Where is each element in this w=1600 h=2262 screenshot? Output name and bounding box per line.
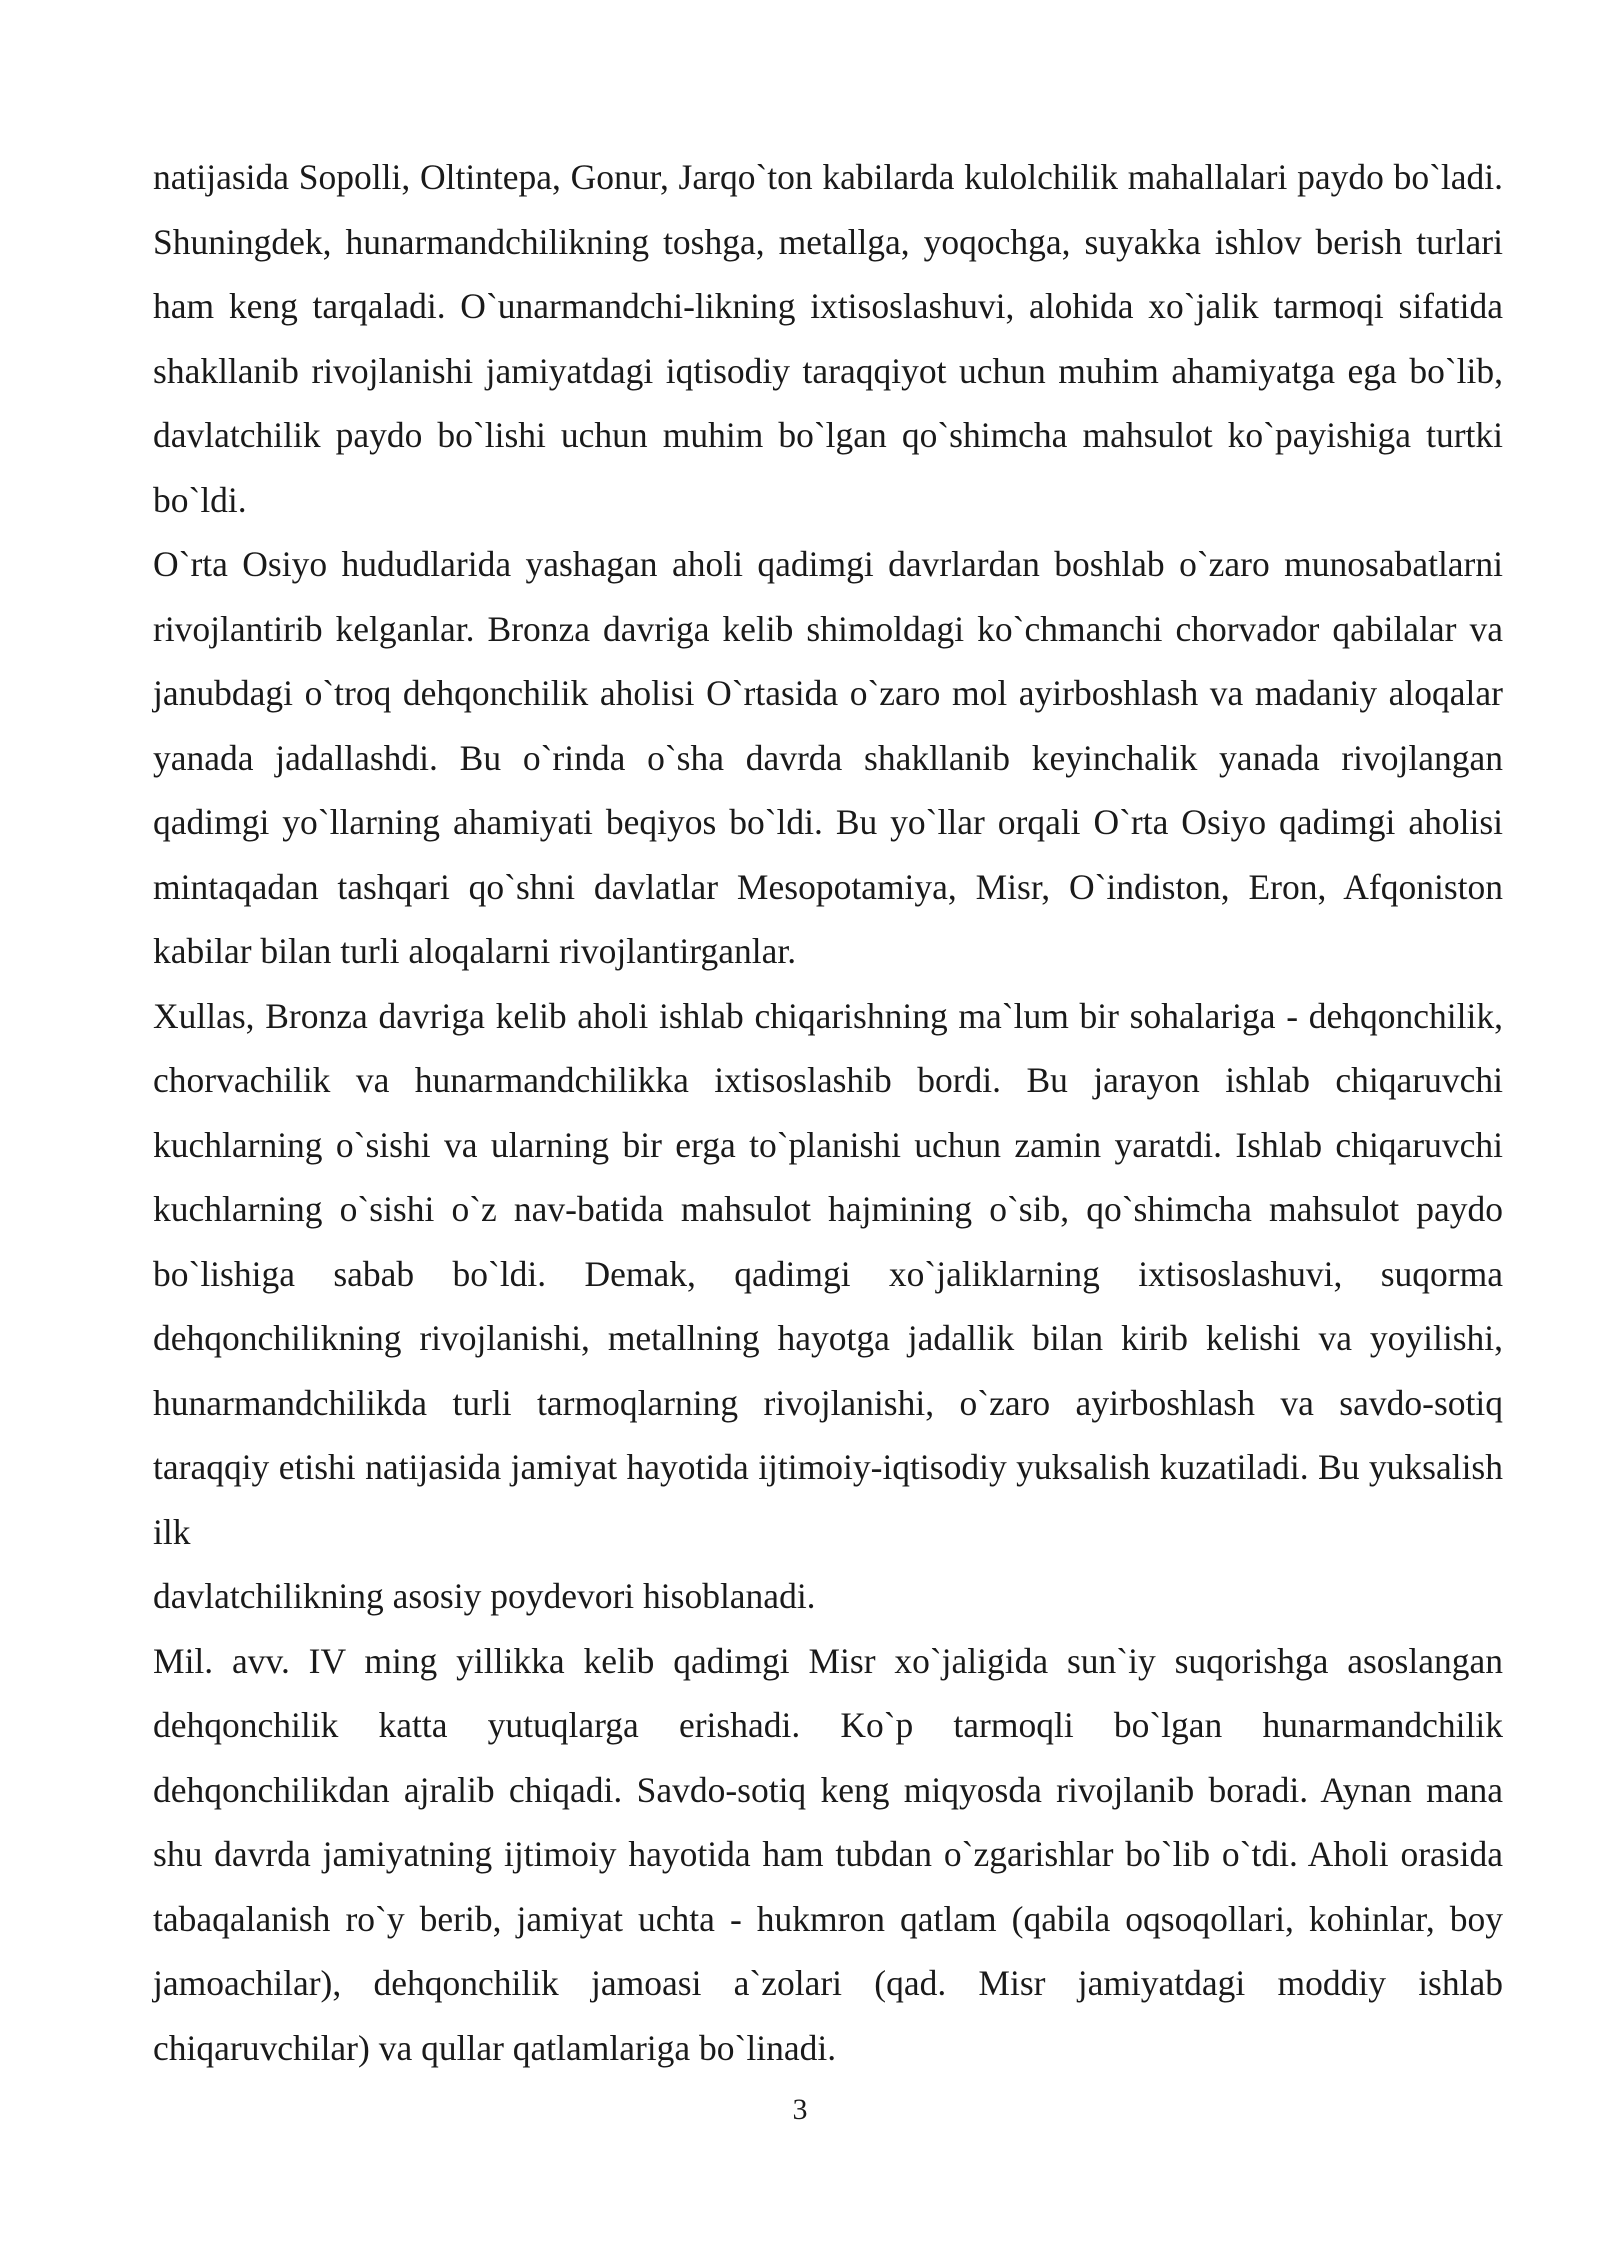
page-number: 3 (792, 2093, 808, 2126)
paragraph-2: O`rta Osiyo hududlarida yashagan aholi qadimgi davrlardan boshlab o`zaro munosabatlarni rivojlantirib kelganlar. Bronza davriga kelib shimoldagi ko`chmanchi chorvador qabilalar va janubdagi o`troq dehqonchilik aholisi O`rtasida o`zaro mol ayirboshlash va madaniy aloqalar yanada jadallashdi. Bu o`rinda o`sha davrda shakllanib keyinchalik yanada rivojlangan qadimgi yo`llarning ahamiyati beqiyos bo`ldi. Bu yo`llar orqali O`rta Osiyo qadimgi aholisi mintaqadan tashqari qo`shni davlatlar Mesopotamiya, Misr, O`indiston, Eron, Afqoniston kabilar bilan turli aloqalarni rivojlantirganlar. (153, 544, 1503, 971)
paragraph-5: Mil. avv. IV ming yillikka kelib qadimgi Misr xo`jaligida sun`iy suqorishga asoslangan dehqonchilik katta yutuqlarga erishadi. Ko`p tarmoqli bo`lgan hunarmandchilik dehqonchilikdan ajralib chiqadi. Savdo-sotiq keng miqyosda rivojlanib boradi. Aynan mana shu davrda jamiyatning ijtimoiy hayotida ham tubdan o`zgarishlar bo`lib o`tdi. Aholi orasida tabaqalanish ro`y berib, jamiyat uchta - hukmron qatlam (qabila oqsoqollari, kohinlar, boy jamoachilar), dehqonchilik jamoasi a`zolari (qad. Misr jamiyatdagi moddiy ishlab chiqaruvchilar) va qullar qatlamlariga bo`linadi. (153, 1640, 1503, 2068)
paragraph-4: davlatchilikning asosiy poydevori hisoblanadi. (153, 1576, 816, 1616)
paragraph-1: natijasida Sopolli, Oltintepa, Gonur, Jarqo`ton kabilarda kulolchilik mahallalari paydo bo`ladi. Shuningdek, hunarmandchilikning toshga, metallga, yoqochga, suyakka ishlov berish turlari ham keng tarqaladi. O`unarmandchi-likning ixtisoslashuvi, alohida xo`jalik tarmoqi sifatida shakllanib rivojlanishi jamiyatdagi iqtisodiy taraqqiyot uchun muhim ahamiyatga ega bo`lib, davlatchilik paydo bo`lishi uchun muhim bo`lgan qo`shimcha mahsulot ko`payishiga turtki bo`ldi. (153, 157, 1503, 520)
paragraph-3: Xullas, Bronza davriga kelib aholi ishlab chiqarishning ma`lum bir sohalariga - dehqonchilik, chorvachilik va hunarmandchilikka ixtisoslashib bordi. Bu jarayon ishlab chiqaruvchi kuchlarning o`sishi va ularning bir erga to`planishi uchun zamin yaratdi. Ishlab chiqaruvchi kuchlarning o`sishi o`z nav-batida mahsulot hajmining o`sib, qo`shimcha mahsulot paydo bo`lishiga sabab bo`ldi. Demak, qadimgi xo`jaliklarning ixtisoslashuvi, suqorma dehqonchilikning rivojlanishi, metallning hayotga jadallik bilan kirib kelishi va yoyilishi, hunarmandchilikda turli tarmoqlarning rivojlanishi, o`zaro ayirboshlash va savdo-sotiq taraqqiy etishi natijasida jamiyat hayotida ijtimoiy-iqtisodiy yuksalish kuzatiladi. Bu yuksalish ilk (153, 995, 1503, 1552)
body-text (153, 145, 1503, 2080)
